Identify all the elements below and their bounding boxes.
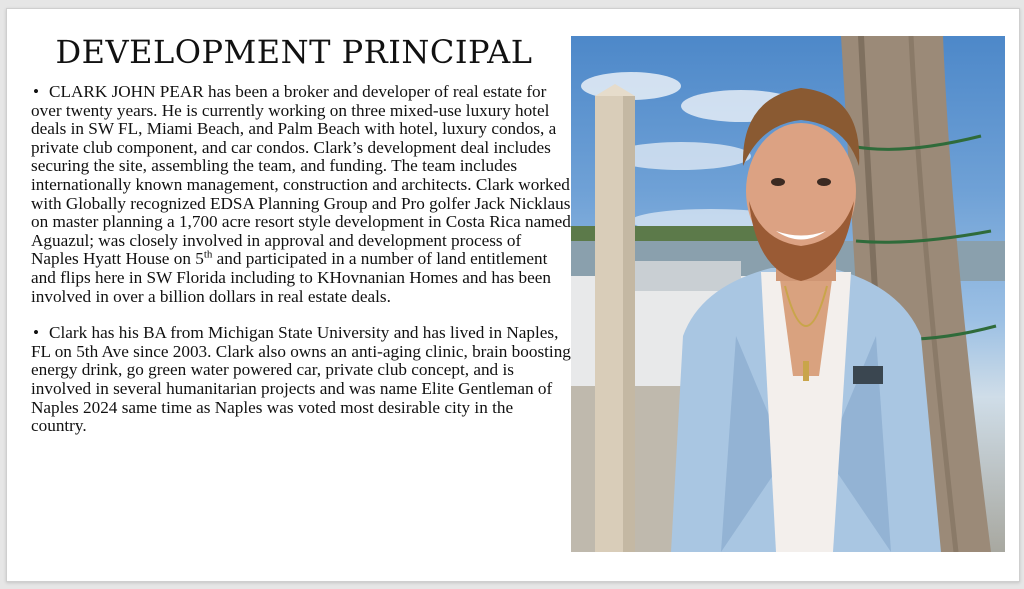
bio-paragraph-1 <box>31 83 571 306</box>
bio-text <box>31 83 571 436</box>
bullet-icon: • <box>33 82 40 101</box>
bio-paragraph-1-text-a: CLARK JOHN PEAR has been a broker and developer of real estate for over twenty years. He is currently working on three mixed-use luxury hotel deals in SW FL, Miami Beach, and Palm Beach with hotel, luxury condos, a private club component, and car condos. Clark’s development deal includes securing the site, assembling the team, and funding. The team includes internationally known management, construction and architects. Clark worked with Globally recognized EDSA Planning Group and Pro golfer Jack Nicklaus on master planning a 1,700 acre resort style development in Costa Rica named Aguazul; was closely involved in approval and development process of Naples Hyatt House on 5 <box>31 82 571 269</box>
bio-paragraph-1-text-b: and participated in a number of land entitlement and flips here in SW Florida including to KHovnanian Homes and has been involved in over a billion dollars in real estate deals. <box>31 249 551 306</box>
slide <box>6 8 1020 582</box>
bullet-icon: • <box>33 323 40 343</box>
page-title: DEVELOPMENT PRINCIPAL <box>55 33 533 71</box>
bio-paragraph-2-text: Clark has his BA from Michigan State University and has lived in Naples, FL on 5th Ave since 2003. Clark also owns an anti-aging clinic, brain boosting energy drink, go green water powered car, private club concept, and is involved in several humanitarian projects and was name Elite Gentleman of Naples 2024 same time as Naples was voted most desirable city in the country. <box>31 323 571 436</box>
portrait-illustration <box>571 36 1005 552</box>
bio-paragraph-2 <box>31 324 571 436</box>
ordinal-superscript: th <box>203 248 213 261</box>
portrait-photo <box>571 36 1005 552</box>
